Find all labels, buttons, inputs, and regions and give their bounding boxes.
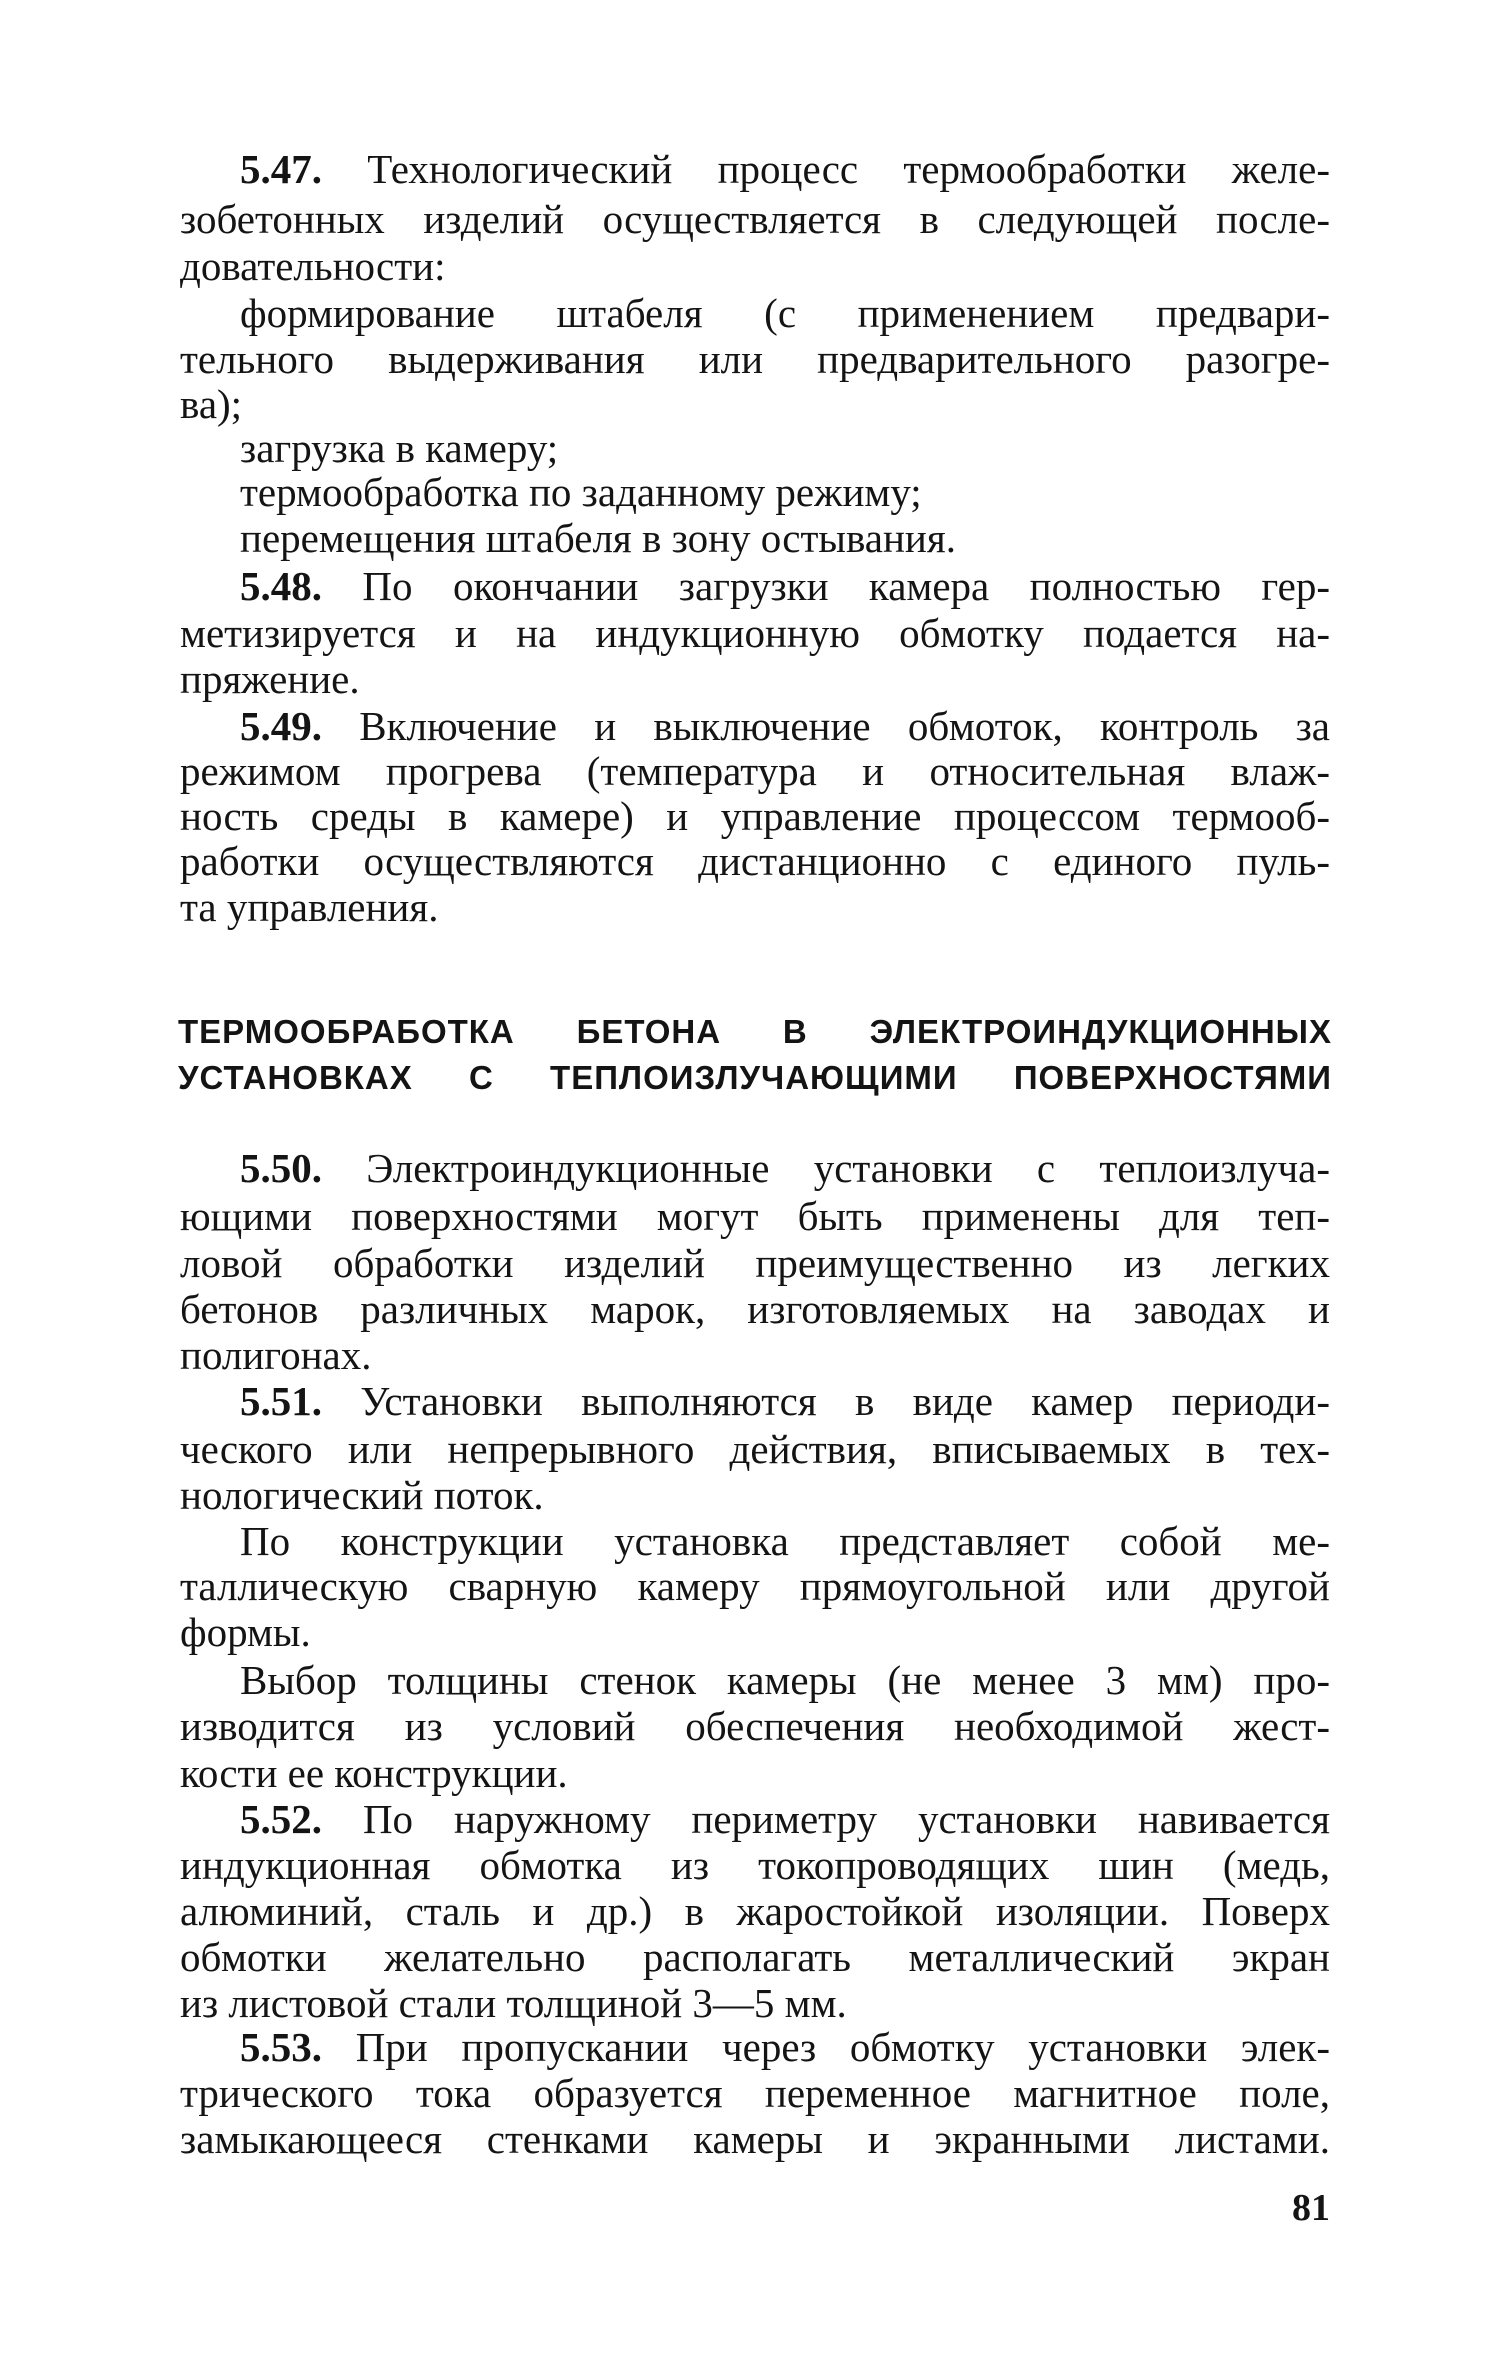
text-line: 5.47. Технологический процесс термообработки желе- [240,146,1330,192]
section-heading: УСТАНОВКАХ С ТЕПЛОИЗЛУЧАЮЩИМИ ПОВЕРХНОСТЯМИ [178,1059,1332,1096]
text-line: довательности: [180,243,446,289]
text-line: из листовой стали толщиной 3—5 мм. [180,1980,847,2026]
text-line: нологический поток. [180,1472,544,1518]
text-line: 5.50. Электроиндукционные установки с теплоизлуча- [240,1145,1330,1191]
text-line: формирование штабеля (с применением предвари- [240,290,1330,336]
paragraph-number: 5.50. [240,1145,322,1191]
text-line: полигонах. [180,1332,372,1378]
text-line: ва); [180,381,243,427]
text-line: обмотки желательно располагать металлический экран [180,1934,1330,1980]
paragraph-number: 5.52. [240,1796,322,1842]
text-line: 5.49. Включение и выключение обмоток, контроль за [240,703,1330,749]
text-line: режимом прогрева (температура и относительная влаж- [180,748,1330,794]
text-line: работки осуществляются дистанционно с единого пуль- [180,838,1330,884]
list-item: загрузка в камеру; [240,425,559,471]
text-line: алюминий, сталь и др.) в жаростойкой изоляции. Поверх [180,1888,1330,1934]
text-line: 5.51. Установки выполняются в виде камер периоди- [240,1378,1330,1424]
text-line: По конструкции установка представляет собой ме- [240,1518,1330,1564]
paragraph-number: 5.47. [240,146,322,192]
text-line: зобетонных изделий осуществляется в следующей после- [180,196,1330,242]
paragraph-number: 5.53. [240,2024,322,2070]
list-item: термообработка по заданному режиму; [240,469,922,515]
page-number: 81 [1292,2187,1330,2229]
text-line: 5.53. При пропускании через обмотку установки элек- [240,2024,1330,2070]
text-line: метизируется и на индукционную обмотку подается на- [180,610,1330,656]
paragraph-number: 5.49. [240,703,322,749]
text-line: индукционная обмотка из токопроводящих шин (медь, [180,1842,1330,1888]
text-line: формы. [180,1609,311,1655]
text-line: таллическую сварную камеру прямоугольной или другой [180,1563,1330,1609]
text-line: замыкающееся стенками камеры и экранными листами. [180,2116,1330,2162]
text-line: 5.48. По окончании загрузки камера полностью гер- [240,563,1330,609]
text-line: тельного выдерживания или предварительного разогре- [180,336,1330,382]
text-line: Выбор толщины стенок камеры (не менее 3 мм) про- [240,1657,1330,1703]
text-line: кости ее конструкции. [180,1750,568,1796]
text-line: трического тока образуется переменное магнитное поле, [180,2070,1330,2116]
text-line: ческого или непрерывного действия, вписываемых в тех- [180,1426,1330,1472]
text-line: ность среды в камере) и управление процессом термооб- [180,793,1330,839]
paragraph-number: 5.48. [240,563,322,609]
text-line: та управления. [180,884,439,930]
text-line: ющими поверхностями могут быть применены для теп- [180,1193,1330,1239]
text-line: ловой обработки изделий преимущественно из легких [180,1240,1330,1286]
text-line: бетонов различных марок, изготовляемых на заводах и [180,1286,1330,1332]
text-line: пряжение. [180,656,360,702]
list-item: перемещения штабеля в зону остывания. [240,515,956,561]
text-line: изводится из условий обеспечения необходимой жест- [180,1703,1330,1749]
text-line: 5.52. По наружному периметру установки навивается [240,1796,1330,1842]
paragraph-number: 5.51. [240,1378,322,1424]
section-heading: ТЕРМООБРАБОТКА БЕТОНА В ЭЛЕКТРОИНДУКЦИОННЫХ [178,1013,1332,1050]
